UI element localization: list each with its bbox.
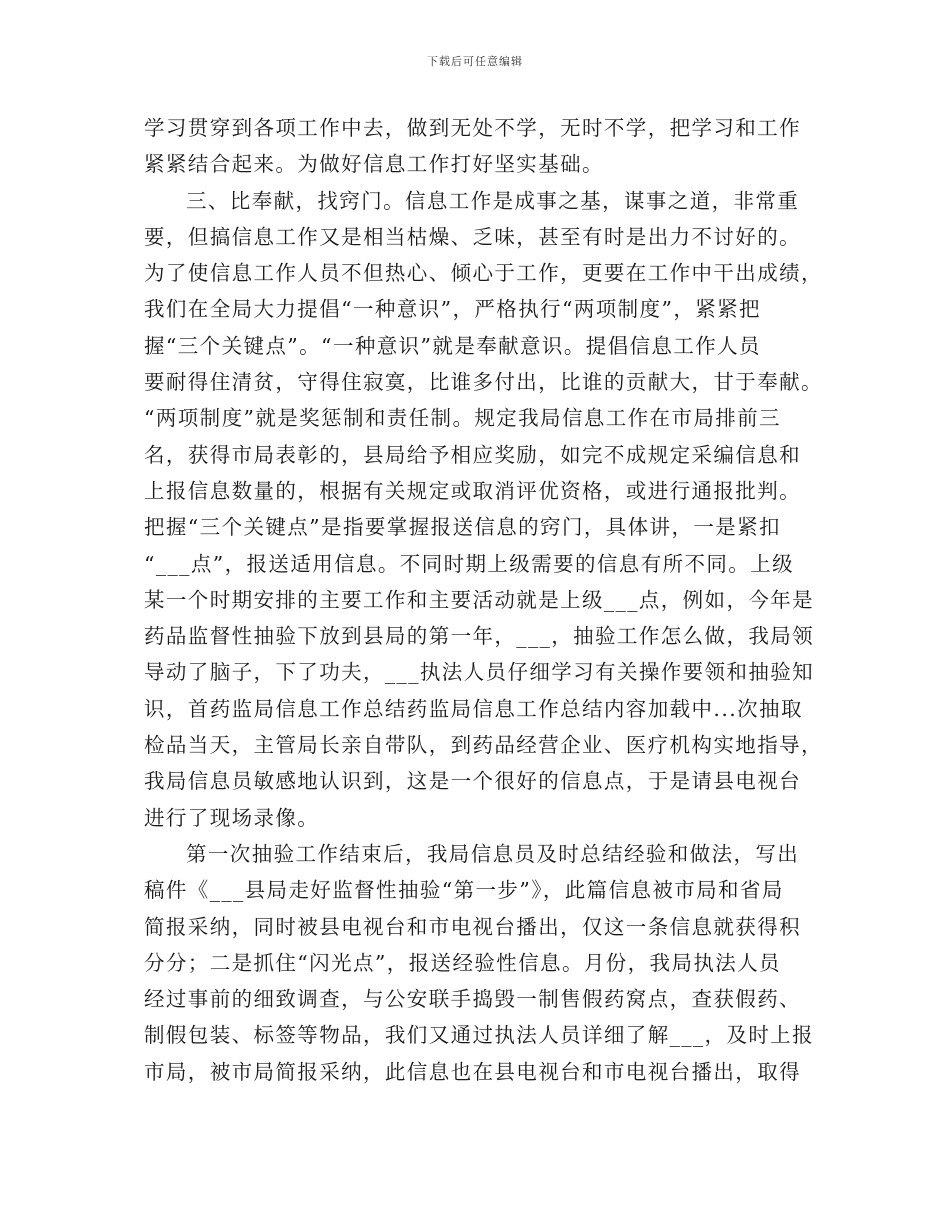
text-line: 药品监督性抽验下放到县局的第一年，___，抽验工作怎么做，我局领 [144,624,815,649]
text-line: 第一次抽验工作结束后，我局信息员及时总结经验和做法，写出 [186,841,800,866]
text-line: 识，首药监局信息工作总结药监局信息工作总结内容加载中...次抽取 [144,696,803,721]
text-line: “___点”，报送适用信息。不同时期上级需要的信息有所不同。上级 [144,551,795,576]
text-line: 稿件《___县局走好监督性抽验“第一步”》，此篇信息被市局和省局 [144,878,784,903]
page-header: 下载后可任意编辑 [427,55,523,68]
text-line: 为了使信息工作人员不但热心、倾心于工作，更要在工作中干出成绩， [144,261,823,286]
text-line: 要耐得住清贫，守得住寂寞，比谁多付出，比谁的贡献大，甘于奉献。 [144,370,823,395]
text-line: 三、比奉献，找窍门。信息工作是成事之基，谋事之道，非常重 [186,188,800,213]
text-line: 检品当天，主管局长亲自带队，到药品经营企业、医疗机构实地指导， [144,733,823,758]
text-line: 分分；二是抓住“闪光点”，报送经验性信息。月份，我局执法人员 [144,950,781,975]
text-line: 我们在全局大力提倡“一种意识”，严格执行“两项制度”，紧紧把 [144,297,761,322]
text-line: 把握“三个关键点”是指要掌握报送信息的窍门，具体讲，一是紧扣 [144,515,781,540]
text-line: 经过事前的细致调查，与公安联手捣毁一制售假药窝点，查获假药、 [144,987,801,1012]
text-line: 名，获得市局表彰的，县局给予相应奖励，如完不成规定采编信息和 [144,442,801,467]
text-line: 紧紧结合起来。为做好信息工作打好坚实基础。 [144,152,604,177]
text-line: 市局，被市局简报采纳，此信息也在县电视台和市电视台播出，取得 [144,1059,801,1084]
text-line: 学习贯穿到各项工作中去，做到无处不学，无时不学，把学习和工作 [144,116,801,140]
text-line: 上报信息数量的，根据有关规定或取消评优资格，或进行通报批判。 [144,478,801,503]
text-line: 简报采纳，同时被县电视台和市电视台播出，仅这一条信息就获得积 [144,914,801,939]
text-line: 要，但搞信息工作又是相当枯燥、乏味，甚至有时是出力不讨好的。 [144,224,801,249]
text-line: 我局信息员敏感地认识到，这是一个很好的信息点，于是请县电视台 [144,769,801,794]
text-line: 制假包装、标签等物品，我们又通过执法人员详细了解___，及时上报 [144,1023,815,1048]
document-body [144,110,834,1090]
text-line: 某一个时期安排的主要工作和主要活动就是上级___点，例如，今年是 [144,587,815,612]
text-line: 导动了脑子，下了功夫，___执法人员仔细学习有关操作要领和抽验知 [144,660,815,685]
text-line: 握“三个关键点”。“一种意识”就是奉献意识。提倡信息工作人员 [144,333,761,358]
text-line: “两项制度”就是奖惩制和责任制。规定我局信息工作在市局排前三 [144,406,781,431]
text-line: 进行了现场录像。 [144,805,320,830]
